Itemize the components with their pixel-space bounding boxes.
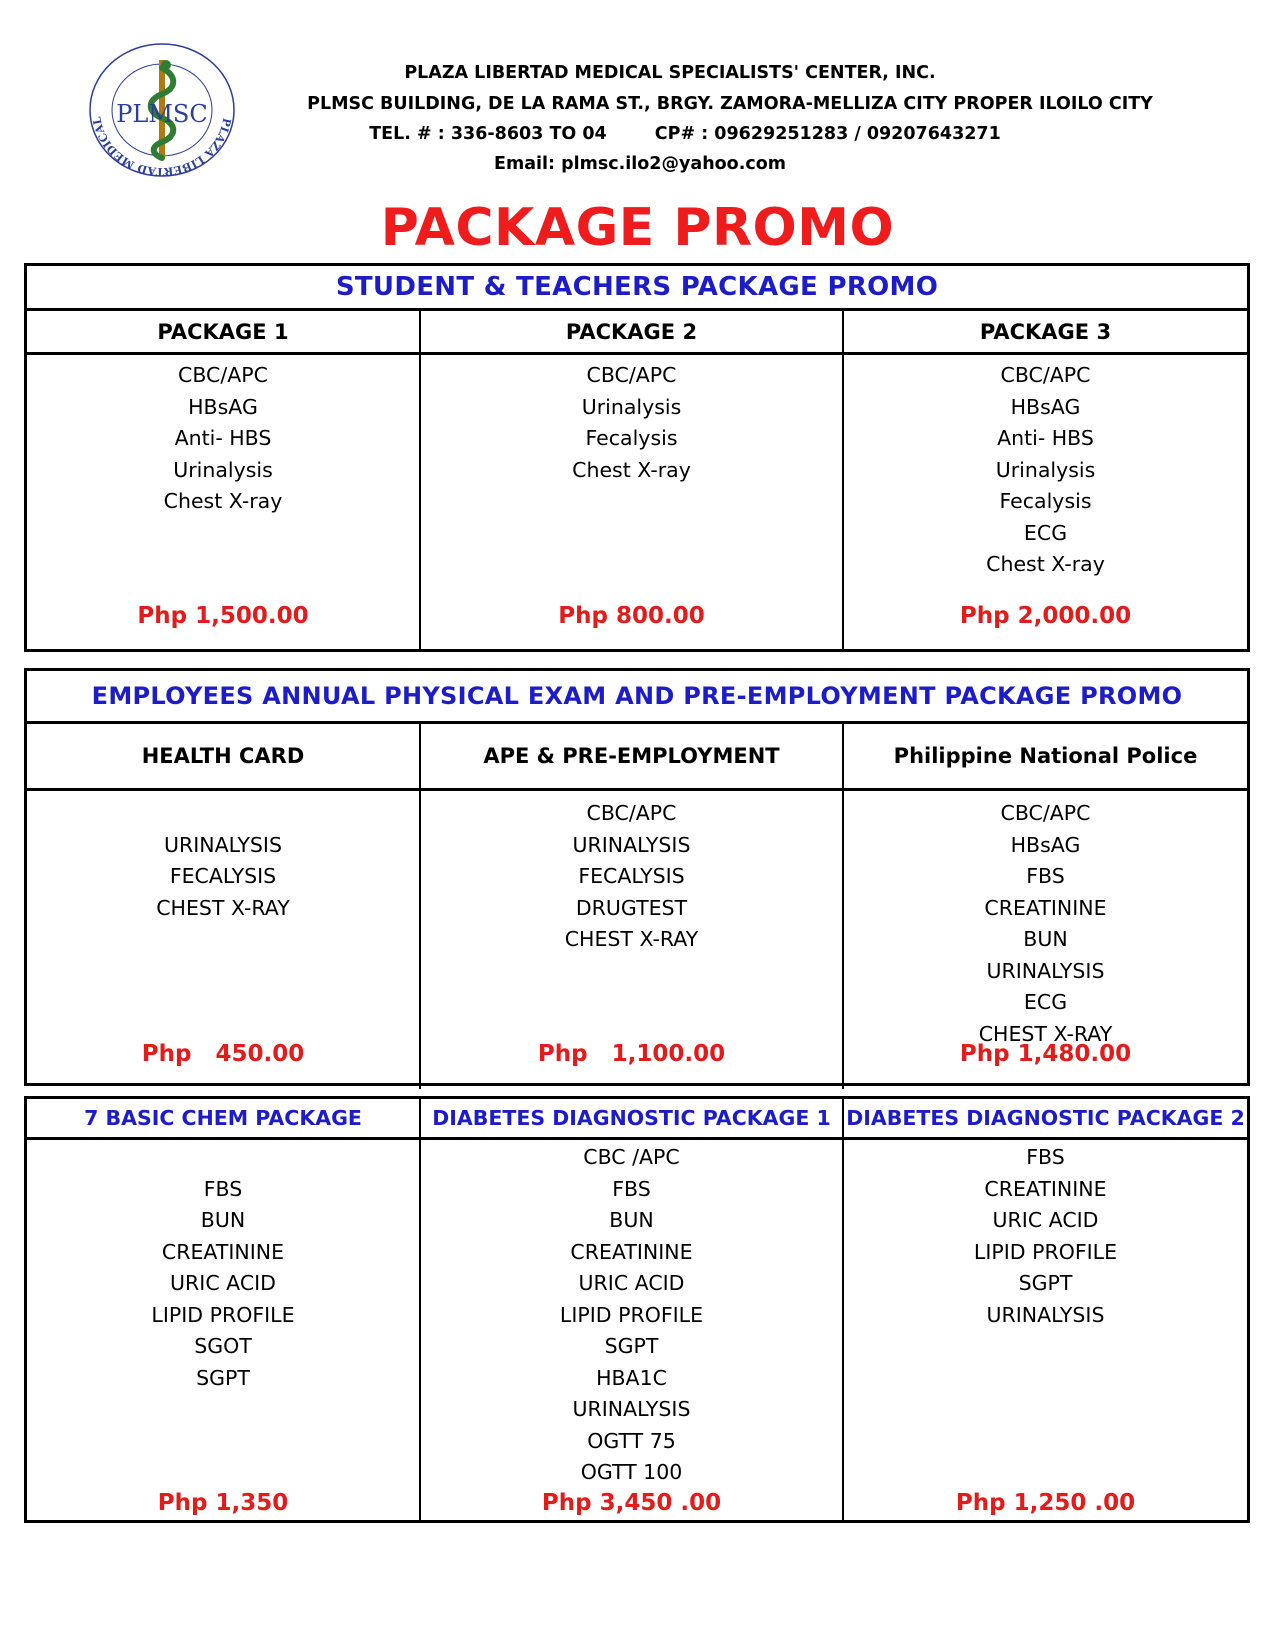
test-item: CBC/APC [586,801,677,825]
test-item: Chest X-ray [572,457,691,482]
svg-text:PLMSC: PLMSC [116,100,208,128]
package-price: Php 3,450 .00 [541,1490,722,1516]
test-item: SGPT [196,1365,250,1390]
test-item: CHEST X-RAY [978,1021,1113,1046]
test-item: FBS [1026,864,1065,888]
test-item: BUN [609,1208,654,1232]
test-item: Urinalysis [173,457,273,482]
package-price: Php 450.00 [141,1041,305,1067]
test-item: BUN [200,1208,246,1232]
column-header: PACKAGE 3 [979,319,1112,344]
pnp-cell [844,791,1247,1089]
package-3-cell [844,355,1247,652]
column-header: Philippine National Police [893,744,1198,768]
section-title: EMPLOYEES ANNUAL PHYSICAL EXAM AND PRE-EMPLOYMENT PACKAGE PROMO [27,671,1247,724]
test-item: ECG [1023,520,1068,545]
contact-line [290,124,1080,144]
test-item: Chest X-ray [163,489,283,513]
company-address: PLMSC BUILDING, DE LA RAMA ST., BRGY. ZAMORA-MELLIZA CITY PROPER ILOILO CITY [307,94,1153,114]
email-line: Email: plmsc.ilo2@yahoo.com [494,154,786,174]
package-price: Php 1,250 .00 [955,1490,1136,1516]
test-item: BUN [1023,927,1068,951]
column-header-row [27,1099,1247,1140]
test-item: CREATININE [984,1176,1107,1201]
package-price: Php 1,350 [157,1490,289,1516]
column-header: 7 BASIC CHEM PACKAGE [27,1099,421,1137]
test-item: Fecalysis [585,426,678,450]
test-item: CBC/APC [1000,801,1091,825]
package-price: Php 1,100.00 [537,1041,726,1067]
test-item [27,1142,419,1174]
test-item: URINALYSIS [164,832,282,857]
test-item: URINALYSIS [986,958,1105,983]
test-item: FBS [612,1176,651,1201]
test-item: URIC ACID [578,1271,685,1295]
employees-table [24,668,1250,1086]
column-header: PACKAGE 1 [27,311,421,352]
test-item: Anti- HBS [174,426,272,450]
test-item: URIC ACID [170,1271,276,1295]
test-item: URINALYSIS [572,1397,691,1421]
column-header-row [27,311,1247,355]
package-body-row [27,355,1247,652]
test-item: HBsAG [1010,832,1081,857]
cellphone-number: CP# : 09629251283 / 09207643271 [654,124,1001,144]
test-item: URIC ACID [992,1208,1099,1232]
test-item: FBS [1026,1145,1065,1169]
test-item: URINALYSIS [572,832,691,857]
health-card-cell [27,791,421,1089]
test-item: OGTT 75 [587,1428,676,1453]
test-item: LIPID PROFILE [973,1239,1118,1264]
test-item: CBC/APC [586,363,677,387]
ape-pre-employment-cell [421,791,844,1089]
test-item: HBsAG [188,394,258,419]
test-item: DRUGTEST [575,895,688,920]
diabetes-package-2-cell [844,1140,1247,1523]
package-price: Php 800.00 [558,603,705,629]
svg-text:PLAZA LIBERTAD MEDICAL SPECIAL: PLAZA LIBERTAD MEDICAL [90,115,234,179]
test-item: CBC/APC [1000,363,1091,387]
package-1-cell [27,355,421,652]
column-header: DIABETES DIAGNOSTIC PACKAGE 1 [421,1099,844,1137]
test-item: CBC/APC [178,363,268,387]
test-item: Anti- HBS [997,426,1094,450]
column-header-row [27,724,1247,791]
column-header: PACKAGE 2 [421,311,844,352]
company-name: PLAZA LIBERTAD MEDICAL SPECIALISTS' CENTER, INC. [404,63,936,83]
student-teachers-table [24,263,1250,652]
plmsc-logo [82,40,242,180]
test-item: Chest X-ray [986,552,1105,576]
test-item: ECG [1023,990,1068,1014]
test-item: LIPID PROFILE [151,1302,295,1327]
column-header: HEALTH CARD [27,724,421,788]
test-item: CREATININE [984,895,1107,920]
page-title: PACKAGE PROMO [380,198,895,258]
test-item: URINALYSIS [986,1302,1105,1327]
test-item: HBA1C [596,1365,667,1390]
test-item: CREATININE [161,1239,285,1264]
section-title: STUDENT & TEACHERS PACKAGE PROMO [27,266,1247,311]
test-item: OGTT 100 [580,1460,683,1484]
package-body-row [27,1140,1247,1523]
package-2-cell [421,355,844,652]
test-item: LIPID PROFILE [559,1302,704,1327]
package-body-row [27,791,1247,1089]
test-item [27,798,419,830]
test-item: Urinalysis [581,394,682,419]
column-header: APE & PRE-EMPLOYMENT [421,724,844,788]
test-item: CHEST X-RAY [564,927,699,951]
test-item: CREATININE [570,1239,693,1264]
test-item: FECALYSIS [578,864,685,888]
caduceus-logo-icon [82,40,242,180]
test-item: HBsAG [1010,394,1081,419]
test-item: FBS [203,1176,243,1201]
test-item: CBC /APC [583,1145,680,1169]
telephone-number: TEL. # : 336-8603 TO 04 [369,124,607,144]
test-item: FECALYSIS [169,864,277,888]
column-header: DIABETES DIAGNOSTIC PACKAGE 2 [846,1106,1245,1130]
package-price: Php 2,000.00 [959,603,1132,629]
test-item: Urinalysis [995,457,1096,482]
test-item: SGPT [1018,1271,1073,1295]
test-item: Fecalysis [999,489,1092,513]
package-price: Php 1,480.00 [959,1041,1132,1067]
chem-diabetes-table [24,1096,1250,1523]
package-price: Php 1,500.00 [137,603,309,629]
diabetes-package-1-cell [421,1140,844,1523]
test-item: CHEST X-RAY [156,895,290,920]
test-item: SGPT [604,1334,659,1358]
test-item: SGOT [194,1334,252,1358]
basic-chem-cell [27,1140,421,1523]
